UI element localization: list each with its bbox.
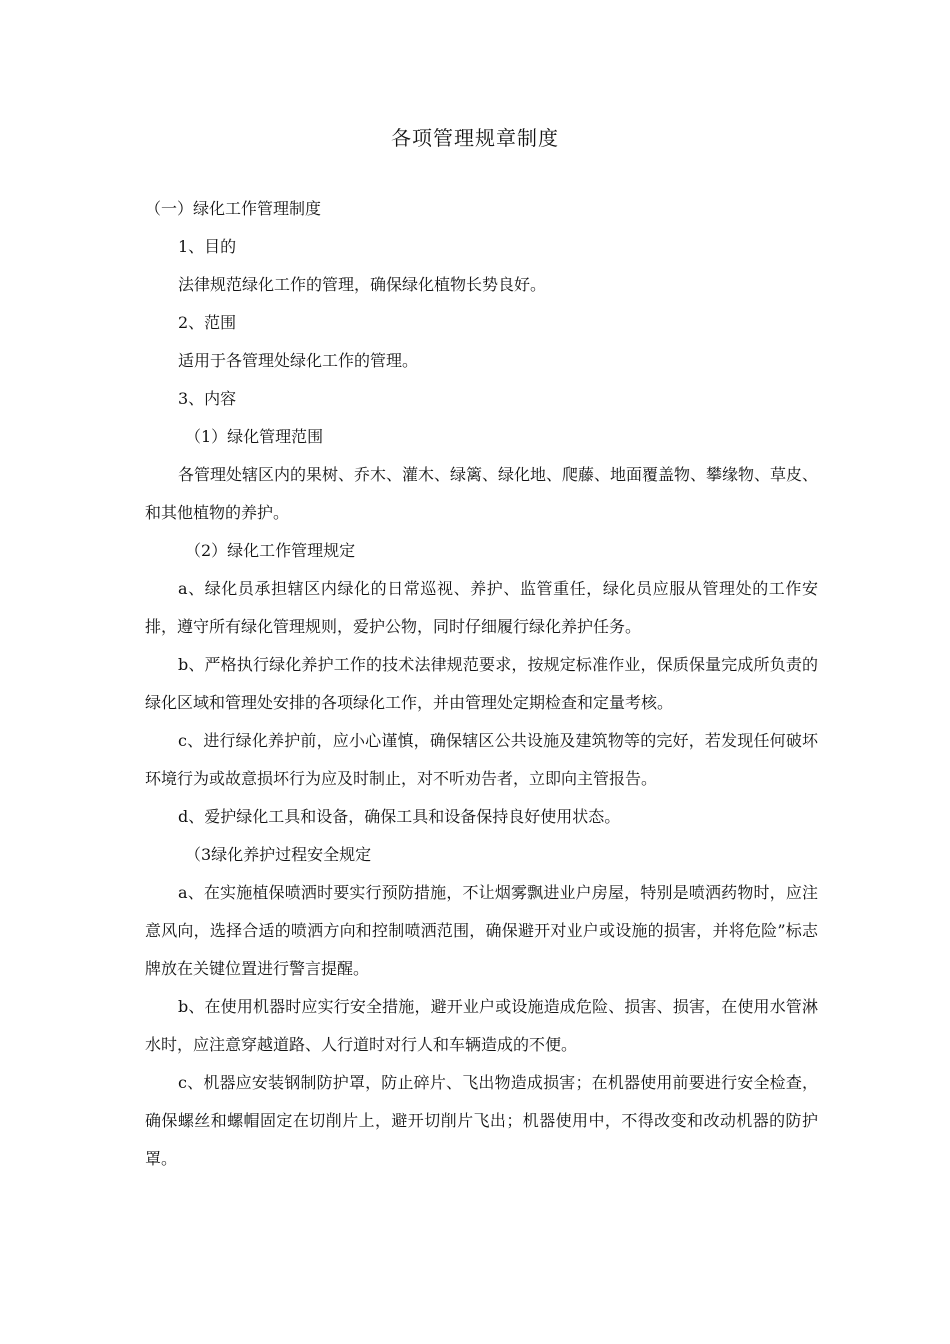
section-heading: （一）绿化工作管理制度 (145, 199, 322, 218)
scope-heading: 2、范围 (178, 313, 237, 332)
subsection-3-heading: （3绿化养护过程安全规定 (185, 845, 372, 864)
purpose-heading: 1、目的 (178, 237, 237, 256)
subsection-1-heading: （1）绿化管理范围 (185, 427, 324, 446)
rule-2a: a、绿化员承担辖区内绿化的日常巡视、养护、监管重任，绿化员应服从管理处的工作安排，遵守所有绿化管理规则，爱护公物，同时仔细履行绿化养护任务。 (145, 579, 818, 636)
document-body (145, 190, 818, 1178)
rule-2d: d、爱护绿化工具和设备，确保工具和设备保持良好使用状态。 (178, 807, 621, 826)
content-heading: 3、内容 (178, 389, 237, 408)
purpose-text: 法律规范绿化工作的管理，确保绿化植物长势良好。 (178, 275, 547, 294)
rule-2b: b、严格执行绿化养护工作的技术法律规范要求，按规定标准作业，保质保量完成所负责的绿化区域和管理处安排的各项绿化工作，并由管理处定期检查和定量考核。 (145, 655, 818, 712)
subsection-2-heading: （2）绿化工作管理规定 (185, 541, 356, 560)
document-title: 各项管理规章制度 (391, 126, 559, 150)
scope-text: 适用于各管理处绿化工作的管理。 (178, 351, 419, 370)
rule-3c: c、机器应安装钢制防护罩，防止碎片、飞出物造成损害；在机器使用前要进行安全检查，确保螺丝和螺帽固定在切削片上，避开切削片飞出；机器使用中，不得改变和改动机器的防护罩。 (145, 1073, 818, 1168)
subsection-1-text: 各管理处辖区内的果树、乔木、灌木、绿篱、绿化地、爬藤、地面覆盖物、攀缘物、草皮、和其他植物的养护。 (145, 465, 819, 522)
rule-3b: b、在使用机器时应实行安全措施，避开业户或设施造成危险、损害、损害，在使用水管淋水时，应注意穿越道路、人行道时对行人和车辆造成的不便。 (145, 997, 818, 1054)
rule-2c: c、进行绿化养护前，应小心谨慎，确保辖区公共设施及建筑物等的完好，若发现任何破坏环境行为或故意损坏行为应及时制止，对不听劝告者，立即向主管报告。 (145, 731, 818, 788)
rule-3a: a、在实施植保喷洒时要实行预防措施，不让烟雾飘进业户房屋，特别是喷洒药物时，应注意风向，选择合适的喷洒方向和控制喷洒范围，确保避开对业户或设施的损害，并将危险”标志牌放在关键位置进行警言提醒。 (145, 883, 818, 978)
